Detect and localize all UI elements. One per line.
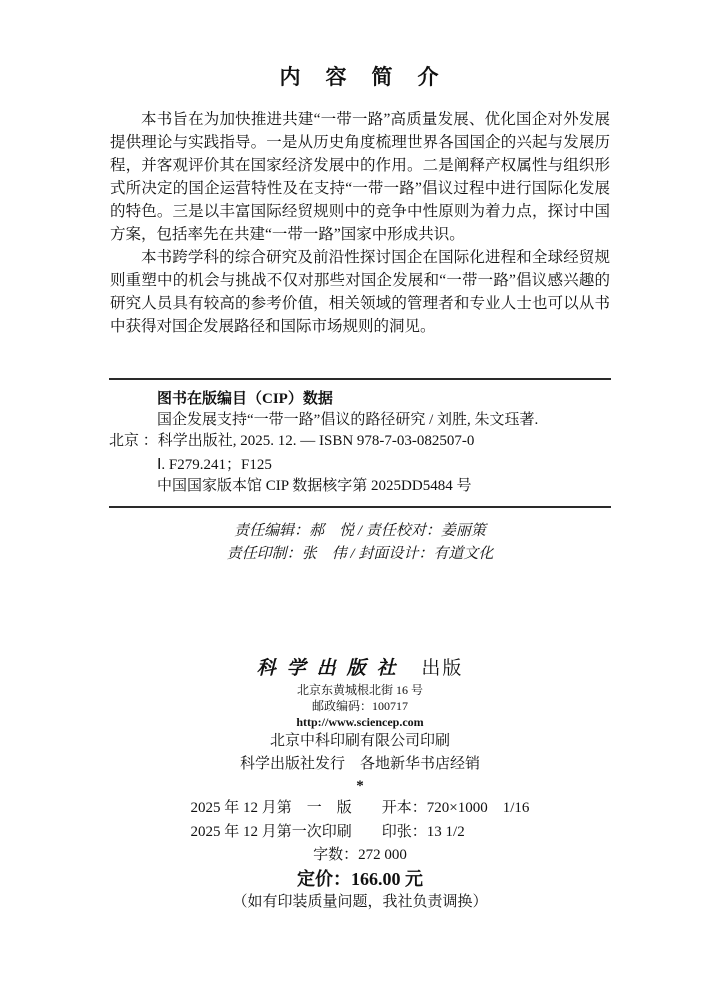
edition-line-2: 2025 年 12 月第一次印刷 印张：13 1/2: [190, 824, 465, 840]
cip-box: [109, 378, 611, 508]
credits-editor-line: 责任编辑：郝 悦 / 责任校对：姜丽策: [234, 523, 486, 539]
publisher-line: [0, 656, 720, 682]
publisher-address: 北京东黄城根北街 16 号: [296, 683, 423, 697]
separator-asterisk: *: [356, 778, 364, 794]
printer-line: 北京中科印刷有限公司印刷: [269, 733, 450, 749]
wordcount-line: 字数：272 000: [313, 847, 407, 863]
cip-title-line: 国企发展支持“一带一路”倡议的路径研究 / 刘胜, 朱文珏著.: [157, 412, 539, 428]
edition-block: [191, 796, 530, 844]
publisher-website: http://www.sciencep.com: [296, 715, 424, 729]
cip-classification-line: Ⅰ. F279.241；F125: [157, 457, 272, 473]
colophon-block: [0, 656, 720, 913]
cip-heading: 图书在版编目（CIP）数据: [157, 391, 333, 407]
publisher-postcode: 邮政编码：100717: [311, 699, 408, 713]
edition-line-1: 2025 年 12 月第 一 版 开本：720×1000 1/16: [190, 800, 530, 816]
intro-body: [110, 108, 610, 338]
intro-paragraph-1: 本书旨在为加快推进共建“一带一路”高质量发展、优化国企对外发展提供理论与实践指导。一是从历史角度梳理世界各国国企的兴起与发展历程，并客观评价其在国家经济发展中的作用。二是阐释产权属性与组织形式所决定的国企运营特性及在支持“一带一路”倡议过程中进行国际化发展的特色。三是以丰富国际经贸规则中的竞争中性原则为着力点，探讨中国方案，包括率先在共建“一带一路”国家中形成共识。: [110, 111, 610, 243]
credits-printing-line: 责任印制：张 伟 / 封面设计：有道文化: [226, 546, 494, 562]
intro-heading: 内 容 简 介: [279, 65, 441, 89]
price-line: 定价：166.00 元: [297, 869, 423, 889]
distribution-line: 科学出版社发行 各地新华书店经销: [239, 756, 480, 772]
quality-notice: （如有印装质量问题，我社负责调换）: [232, 894, 488, 910]
cip-publisher-isbn-line: 北京 ：科学出版社, 2025. 12. — ISBN 978-7-03-082507-0: [109, 433, 475, 449]
cip-registry-line: 中国国家版本馆 CIP 数据核字第 2025DD5484 号: [157, 478, 472, 494]
publisher-suffix: 出版: [421, 658, 464, 679]
credits-block: [0, 520, 720, 566]
publisher-logotype: 科学出版社: [256, 658, 407, 679]
intro-paragraph-2: 本书跨学科的综合研究及前沿性探讨国企在国际化进程和全球经贸规则重塑中的机会与挑战不仅对那些对国企发展和“一带一路”倡议感兴趣的研究人员具有较高的参考价值，相关领域的管理者和专业人士也可以从书中获得对国企发展路径和国际市场规则的洞见。: [110, 249, 610, 335]
